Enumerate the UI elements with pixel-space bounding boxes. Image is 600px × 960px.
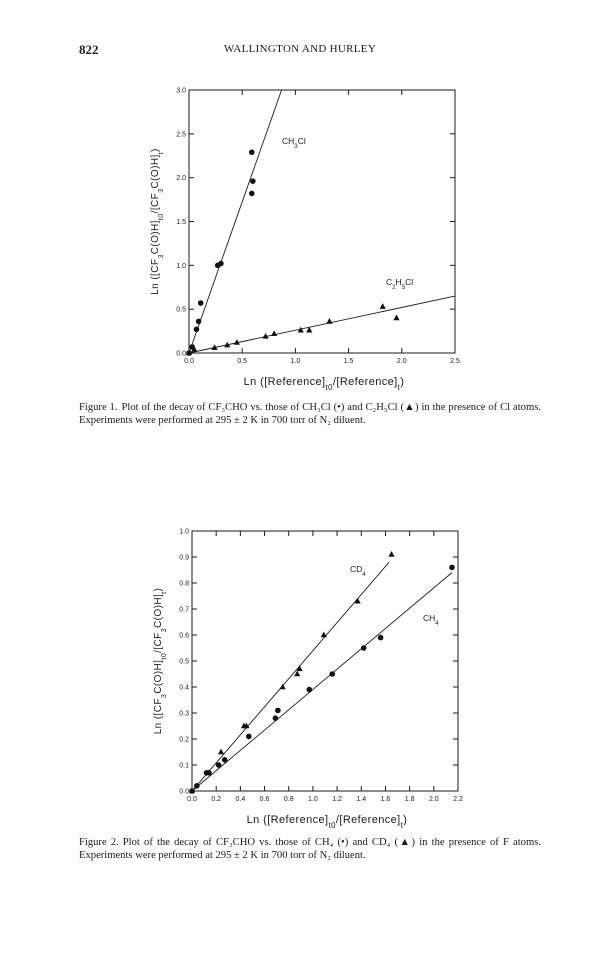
y-tick-label: 0.0 <box>179 788 189 796</box>
series-label: $CH_3Cl$ <box>282 136 306 150</box>
data-point-triangle <box>388 551 394 557</box>
data-point-circle <box>246 734 252 740</box>
y-tick-label: 3.0 <box>176 87 186 95</box>
y-tick-label: 1.0 <box>179 528 189 536</box>
series-label: $CD_4$ <box>350 564 366 578</box>
figure-1-label: Figure 1. <box>79 402 118 413</box>
series-label: $C_2H_5Cl$ <box>386 277 414 291</box>
x-tick-label: 1.2 <box>332 796 342 803</box>
y-tick-label: 0.5 <box>176 306 186 314</box>
data-point-circle <box>378 635 384 641</box>
x-tick-label: 0.8 <box>283 796 294 803</box>
x-tick-label: 1.8 <box>404 796 415 803</box>
y-tick-label: 0.3 <box>179 710 189 718</box>
data-point-circle <box>216 762 222 768</box>
data-point-circle <box>206 770 212 776</box>
fit-line <box>192 573 452 791</box>
y-tick-label: 0.6 <box>179 632 189 640</box>
x-tick-label: 0.6 <box>259 796 270 803</box>
data-point-triangle <box>218 749 224 755</box>
y-tick-label: 0.9 <box>179 554 189 562</box>
y-tick-label: 0.0 <box>176 350 186 358</box>
figure-2-caption <box>79 837 541 862</box>
data-point-circle <box>329 671 335 677</box>
data-point-circle <box>222 757 228 763</box>
data-point-circle <box>273 715 279 721</box>
x-tick-label: 0.5 <box>237 358 248 365</box>
data-point-triangle <box>280 684 286 690</box>
page-number: 822 <box>79 42 99 57</box>
figure-2-label: Figure 2. <box>79 837 119 848</box>
x-tick-label: 1.5 <box>343 358 354 365</box>
y-tick-label: 1.5 <box>176 219 186 226</box>
y-tick-label: 0.2 <box>179 736 189 744</box>
x-tick-label: 0.2 <box>211 796 222 803</box>
data-point-circle <box>194 783 200 789</box>
data-point-circle <box>189 788 195 794</box>
series-label: $CH_4$ <box>423 613 439 627</box>
x-tick-label: 2.2 <box>453 796 463 803</box>
x-axis-label: Ln $([Reference]_{t0}/[Reference]_t)$ <box>246 814 408 830</box>
data-point-circle <box>361 645 367 651</box>
x-tick-label: 1.0 <box>308 796 318 803</box>
data-point-circle <box>449 565 455 571</box>
plot-frame <box>192 531 458 791</box>
y-axis-label: Ln $([CF_3C(O)H]_{t0}/[CF_3C(O)H]_t)$ <box>153 587 168 735</box>
data-point-triangle <box>321 632 327 638</box>
y-tick-label: 0.4 <box>179 684 189 692</box>
x-tick-label: 2.0 <box>428 796 439 803</box>
running-head: WALLINGTON AND HURLEY <box>223 43 377 55</box>
x-axis-label: Ln $([Reference]_{t0}/[Reference]_t)$ <box>243 376 405 392</box>
x-tick-label: 2.0 <box>396 358 407 365</box>
x-tick-label: 0.0 <box>184 358 194 365</box>
data-point-circle <box>275 708 281 714</box>
y-tick-label: 0.1 <box>179 762 189 770</box>
y-tick-label: 0.5 <box>179 658 189 666</box>
y-tick-label: 2.0 <box>176 175 186 183</box>
data-point-circle <box>306 687 312 693</box>
y-tick-label: 2.5 <box>176 131 186 139</box>
y-tick-label: 0.8 <box>179 580 189 588</box>
x-tick-label: 0.0 <box>187 796 197 803</box>
y-tick-label: 1.0 <box>176 262 186 270</box>
x-tick-label: 1.6 <box>380 796 391 803</box>
figure-2-caption-text: Plot of the decay of CF₃CHO vs. those of CH₄ (•) and CD₄ (▲) in the presence of F atoms. Experiments were performed at 295 ± 2 K in 700 torr of N₂ diluent. <box>79 837 541 861</box>
y-tick-label: 0.7 <box>179 606 189 614</box>
figure-1-caption-text: Plot of the decay of CF₃CHO vs. those of CH₃Cl (•) and C₂H₅Cl (▲) in the presence of Cl atoms. Experiments were performed at 295 ± 2 K in 700 torr of N₂ diluent. <box>79 402 541 426</box>
fit-line <box>192 562 389 791</box>
x-tick-label: 2.5 <box>450 358 460 365</box>
x-tick-label: 1.4 <box>356 796 367 803</box>
y-axis-label: Ln $([CF_3C(O)H]_{t0}/[CF_3C(O)H]_t)$ <box>150 148 165 295</box>
x-tick-label: 1.0 <box>290 358 301 365</box>
x-tick-label: 0.4 <box>235 796 246 803</box>
